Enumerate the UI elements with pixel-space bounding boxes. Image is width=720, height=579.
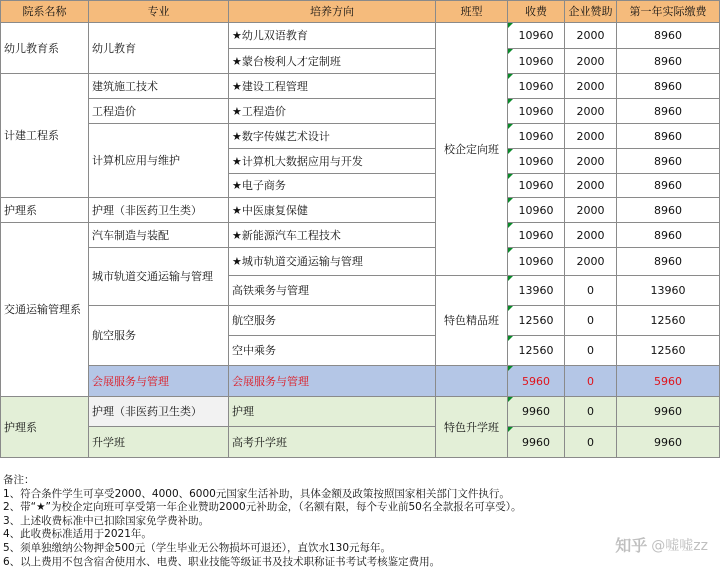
major-cell: 会展服务与管理 bbox=[89, 366, 229, 397]
actual-fee-cell: 12560 bbox=[617, 306, 720, 336]
note-item: 1、符合条件学生可享受2000、4000、6000元国家生活补助，具体金额及政策按照国家相关部门文件执行。 bbox=[3, 487, 510, 500]
note-item: 3、上述收费标准中已扣除国家免学费补助。 bbox=[3, 514, 210, 527]
fee-cell: 12560 bbox=[508, 336, 565, 366]
actual-fee-cell: 12560 bbox=[617, 336, 720, 366]
fee-cell: 5960 bbox=[508, 366, 565, 397]
actual-fee-cell: 9960 bbox=[617, 427, 720, 458]
direction-cell: ★数字传媒艺术设计 bbox=[229, 124, 436, 149]
fee-cell: 10960 bbox=[508, 74, 565, 99]
header-direction: 培养方向 bbox=[229, 0, 436, 23]
major-cell: 汽车制造与装配 bbox=[89, 223, 229, 248]
actual-fee-cell: 8960 bbox=[617, 149, 720, 174]
class-type-cell: 特色精品班 bbox=[436, 276, 508, 366]
notes-section bbox=[3, 474, 717, 569]
note-item: 5、须单独缴纳公物押金500元（学生毕业无公物损坏可退还），直饮水130元每年。 bbox=[3, 541, 392, 554]
department-cell: 幼儿教育系 bbox=[0, 23, 89, 74]
sponsorship-cell: 0 bbox=[565, 276, 617, 306]
watermark-site: 知乎 bbox=[615, 536, 648, 555]
fee-cell: 10960 bbox=[508, 99, 565, 124]
sponsorship-cell: 2000 bbox=[565, 174, 617, 198]
sponsorship-cell: 2000 bbox=[565, 49, 617, 74]
sponsorship-cell: 2000 bbox=[565, 124, 617, 149]
notes-title: 备注： bbox=[3, 474, 35, 486]
sponsorship-cell: 0 bbox=[565, 306, 617, 336]
actual-fee-cell: 8960 bbox=[617, 198, 720, 223]
department-cell: 计建工程系 bbox=[0, 74, 89, 198]
fee-cell: 10960 bbox=[508, 23, 565, 49]
major-cell: 航空服务 bbox=[89, 306, 229, 366]
department-cell: 护理系 bbox=[0, 198, 89, 223]
actual-fee-cell: 8960 bbox=[617, 124, 720, 149]
sponsorship-cell: 2000 bbox=[565, 198, 617, 223]
direction-cell: ★电子商务 bbox=[229, 174, 436, 198]
actual-fee-cell: 5960 bbox=[617, 366, 720, 397]
direction-cell: ★新能源汽车工程技术 bbox=[229, 223, 436, 248]
major-cell: 护理（非医药卫生类） bbox=[89, 198, 229, 223]
sponsorship-cell: 2000 bbox=[565, 99, 617, 124]
header-major: 专业 bbox=[89, 0, 229, 23]
sponsorship-cell: 2000 bbox=[565, 74, 617, 99]
class-type-cell bbox=[436, 366, 508, 397]
actual-fee-cell: 8960 bbox=[617, 49, 720, 74]
fee-cell: 10960 bbox=[508, 248, 565, 276]
direction-cell: 高铁乘务与管理 bbox=[229, 276, 436, 306]
direction-cell: 空中乘务 bbox=[229, 336, 436, 366]
actual-fee-cell: 8960 bbox=[617, 223, 720, 248]
actual-fee-cell: 8960 bbox=[617, 23, 720, 49]
major-cell: 升学班 bbox=[89, 427, 229, 458]
actual-fee-cell: 8960 bbox=[617, 248, 720, 276]
sponsorship-cell: 0 bbox=[565, 427, 617, 458]
direction-cell: 护理 bbox=[229, 397, 436, 427]
direction-cell: ★建设工程管理 bbox=[229, 74, 436, 99]
sponsorship-cell: 0 bbox=[565, 366, 617, 397]
direction-cell: 高考升学班 bbox=[229, 427, 436, 458]
fee-cell: 10960 bbox=[508, 174, 565, 198]
major-cell: 幼儿教育 bbox=[89, 23, 229, 74]
sponsorship-cell: 2000 bbox=[565, 223, 617, 248]
direction-cell: 航空服务 bbox=[229, 306, 436, 336]
note-item: 2、带“★”为校企定向班可享受第一年企业赞助2000元补助金，（名额有限，每个专业前50名全款报名可享受）。 bbox=[3, 501, 522, 514]
note-item: 4、此收费标准适用于2021年。 bbox=[3, 528, 152, 541]
department-cell: 交通运输管理系 bbox=[0, 223, 89, 397]
class-type-cell: 校企定向班 bbox=[436, 23, 508, 276]
direction-cell: 会展服务与管理 bbox=[229, 366, 436, 397]
direction-cell: ★幼儿双语教育 bbox=[229, 23, 436, 49]
major-cell: 建筑施工技术 bbox=[89, 74, 229, 99]
major-cell: 计算机应用与维护 bbox=[89, 124, 229, 198]
header-fee: 收费 bbox=[508, 0, 565, 23]
actual-fee-cell: 8960 bbox=[617, 74, 720, 99]
fee-cell: 10960 bbox=[508, 198, 565, 223]
sponsorship-cell: 2000 bbox=[565, 149, 617, 174]
class-type-cell: 特色升学班 bbox=[436, 397, 508, 458]
fee-cell: 10960 bbox=[508, 49, 565, 74]
actual-fee-cell: 8960 bbox=[617, 174, 720, 198]
watermark-user: @嘘嘘zz bbox=[651, 537, 708, 554]
department-cell: 护理系 bbox=[0, 397, 89, 458]
header-department: 院系名称 bbox=[0, 0, 89, 23]
sponsorship-cell: 0 bbox=[565, 336, 617, 366]
sponsorship-cell: 0 bbox=[565, 397, 617, 427]
fee-cell: 9960 bbox=[508, 427, 565, 458]
direction-cell: ★工程造价 bbox=[229, 99, 436, 124]
fee-cell: 10960 bbox=[508, 124, 565, 149]
fee-cell: 12560 bbox=[508, 306, 565, 336]
header-actual: 第一年实际缴费 bbox=[617, 0, 720, 23]
fee-cell: 10960 bbox=[508, 149, 565, 174]
major-cell: 城市轨道交通运输与管理 bbox=[89, 248, 229, 306]
direction-cell: ★城市轨道交通运输与管理 bbox=[229, 248, 436, 276]
sponsorship-cell: 2000 bbox=[565, 248, 617, 276]
major-cell: 护理（非医药卫生类） bbox=[89, 397, 229, 427]
note-item: 6、以上费用不包含宿舍使用水、电费、职业技能等级证书及技术职称证书考试考核鉴定费用。 bbox=[3, 555, 441, 568]
header-class-type: 班型 bbox=[436, 0, 508, 23]
sponsorship-cell: 2000 bbox=[565, 23, 617, 49]
major-cell: 工程造价 bbox=[89, 99, 229, 124]
fee-cell: 9960 bbox=[508, 397, 565, 427]
direction-cell: ★中医康复保健 bbox=[229, 198, 436, 223]
watermark bbox=[615, 533, 708, 556]
direction-cell: ★蒙台梭利人才定制班 bbox=[229, 49, 436, 74]
fee-cell: 13960 bbox=[508, 276, 565, 306]
actual-fee-cell: 13960 bbox=[617, 276, 720, 306]
header-sponsorship: 企业赞助 bbox=[565, 0, 617, 23]
fee-cell: 10960 bbox=[508, 223, 565, 248]
direction-cell: ★计算机大数据应用与开发 bbox=[229, 149, 436, 174]
actual-fee-cell: 8960 bbox=[617, 99, 720, 124]
actual-fee-cell: 9960 bbox=[617, 397, 720, 427]
